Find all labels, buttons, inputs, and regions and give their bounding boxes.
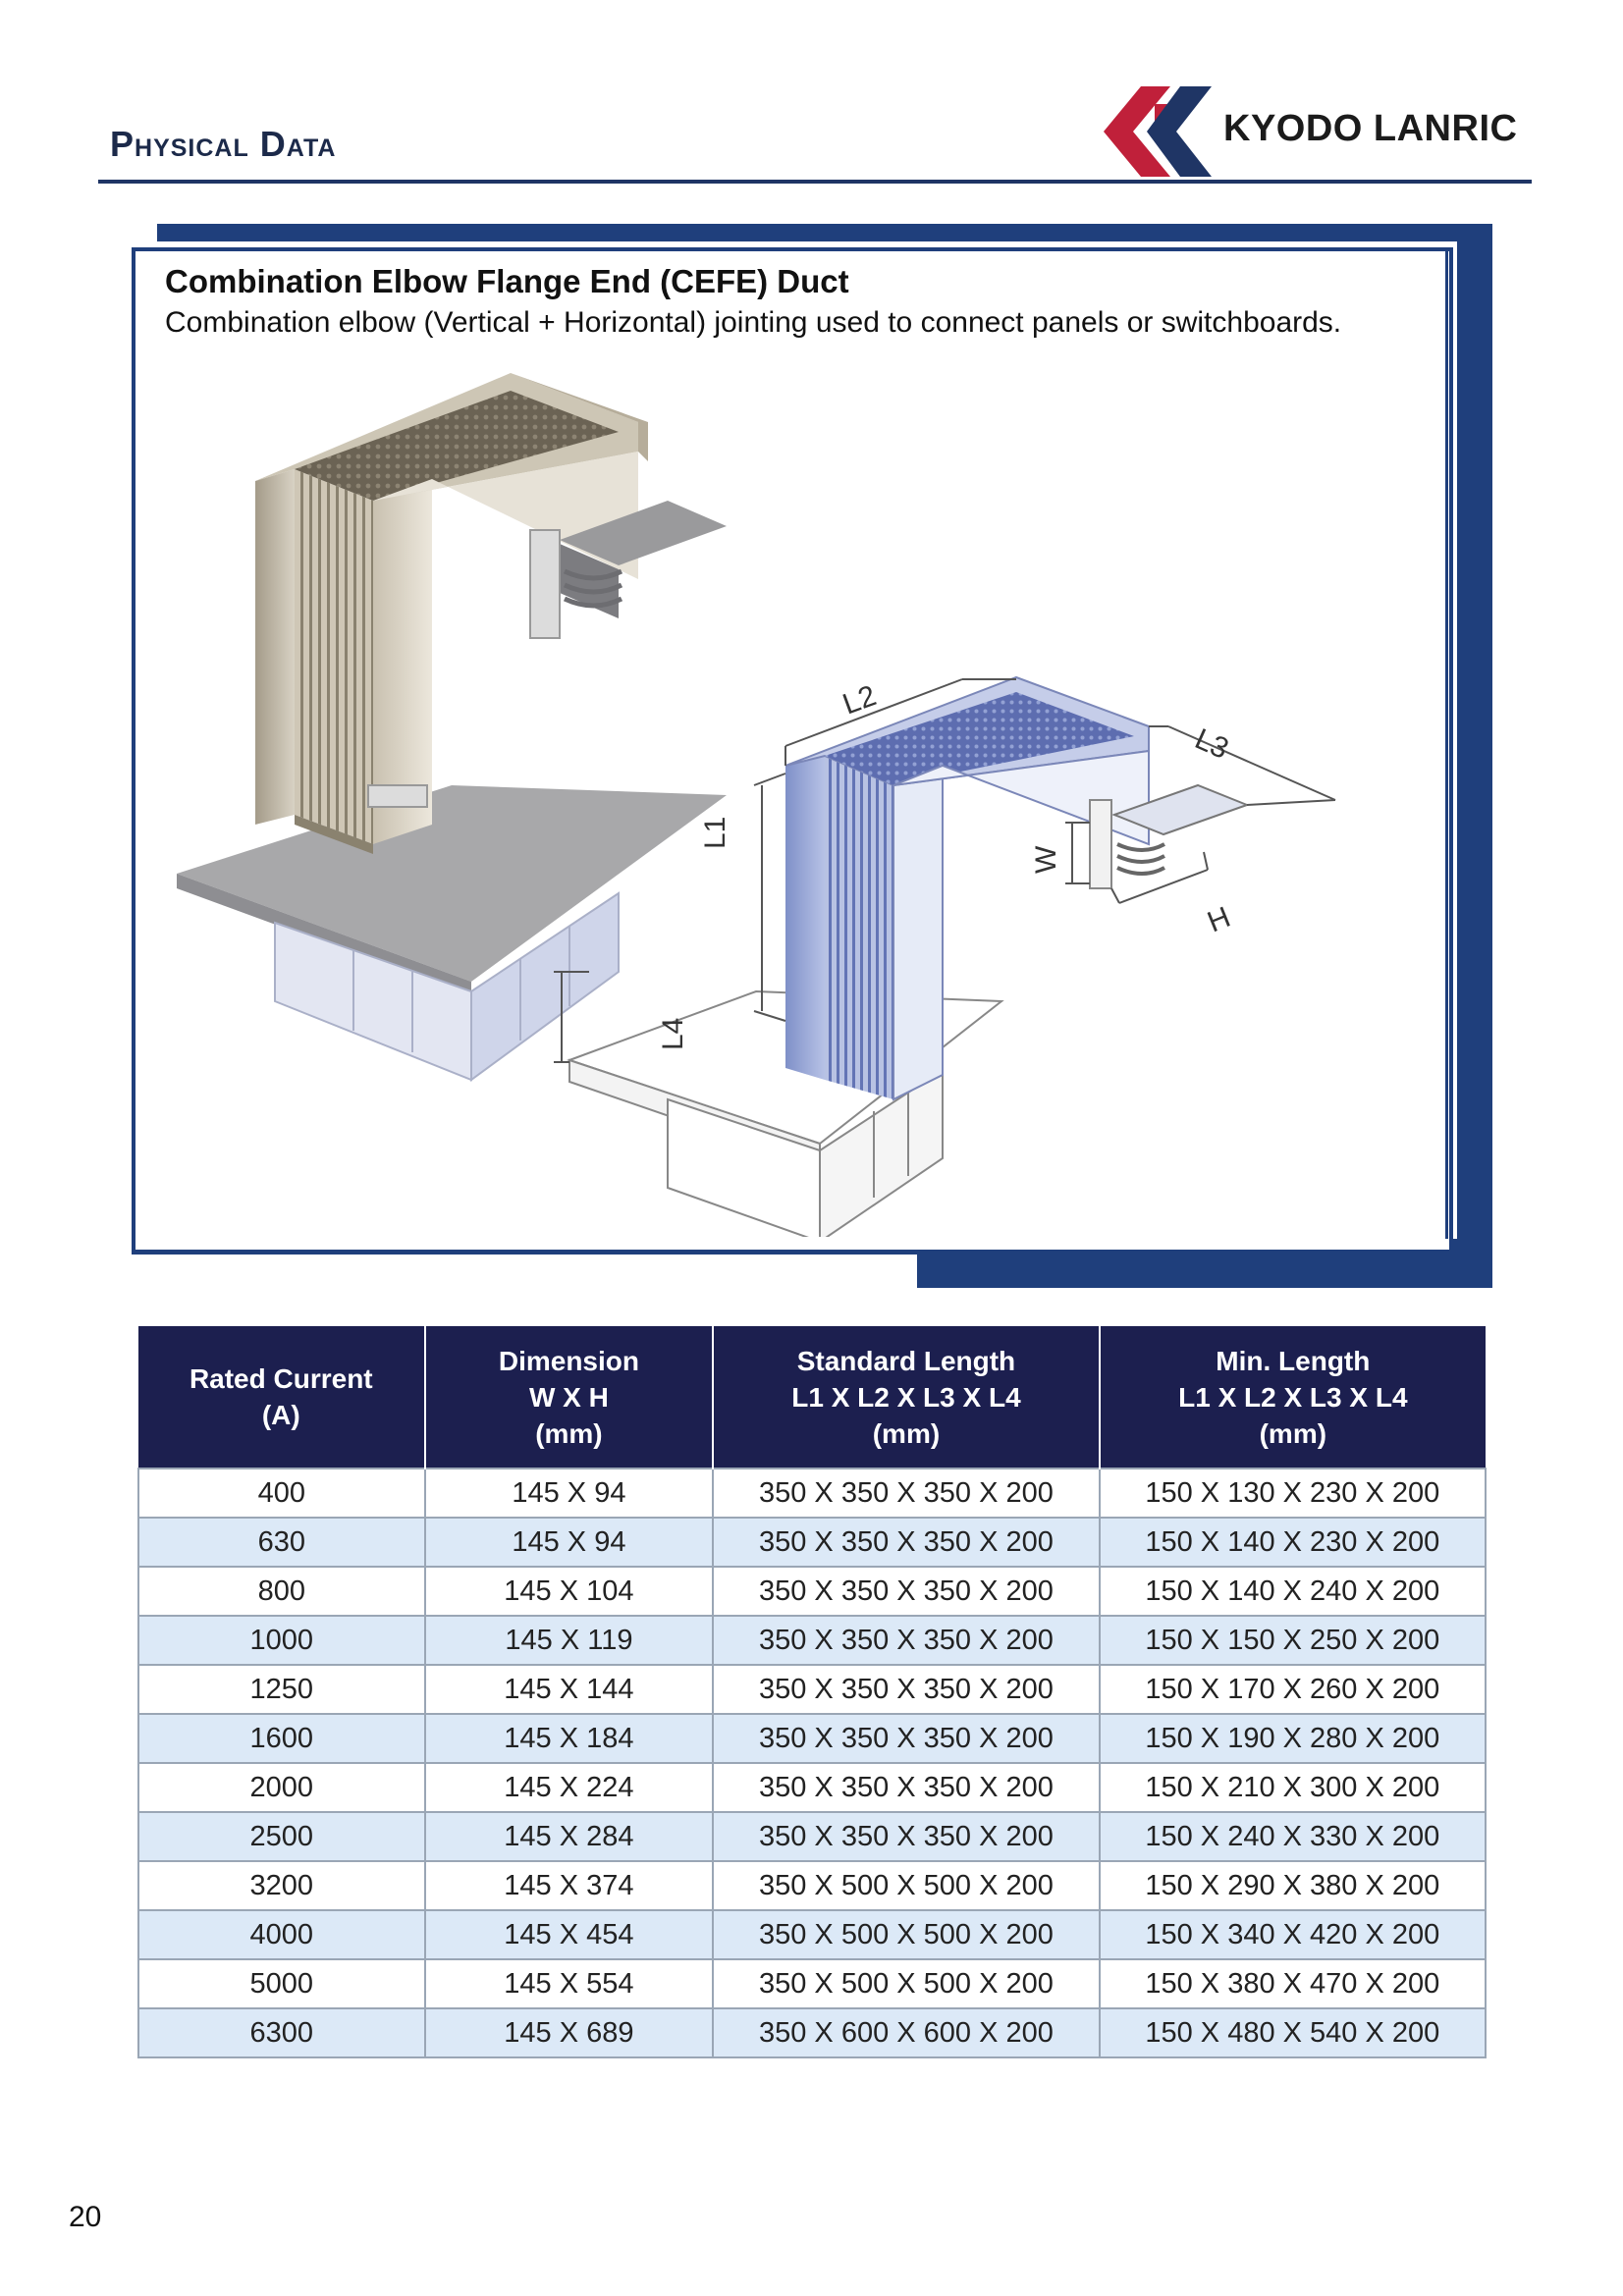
dim-label-h: H: [1203, 900, 1235, 939]
table-row: [138, 2008, 1486, 2057]
brand-logo: [1098, 84, 1540, 179]
cell-dimension: 145 X 144: [425, 1665, 714, 1714]
cell-min-length: 150 X 140 X 230 X 200: [1100, 1518, 1486, 1567]
frame-inner-line: [1445, 249, 1448, 1239]
header-standard-length: Standard Length L1 X L2 X L3 X L4 (mm): [713, 1326, 1099, 1468]
brand-logo-icon: [1098, 84, 1216, 179]
cell-standard-length: 350 X 350 X 350 X 200: [713, 1812, 1099, 1861]
section-title: Combination Elbow Flange End (CEFE) Duct: [165, 263, 849, 299]
cell-standard-length: 350 X 350 X 350 X 200: [713, 1518, 1099, 1567]
dim-label-w: W: [1030, 845, 1062, 874]
cell-standard-length: 350 X 500 X 500 X 200: [713, 1861, 1099, 1910]
cell-rated-current: 5000: [138, 1959, 425, 2008]
page-title: Physical Data: [110, 124, 337, 164]
cell-standard-length: 350 X 350 X 350 X 200: [713, 1468, 1099, 1518]
cell-rated-current: 3200: [138, 1861, 425, 1910]
header-dimension: Dimension W X H (mm): [425, 1326, 714, 1468]
header-rated-current: Rated Current (A): [138, 1326, 425, 1468]
table-row: [138, 1910, 1486, 1959]
rendered-elbow: [177, 373, 727, 1080]
header-min-length: Min. Length L1 X L2 X L3 X L4 (mm): [1100, 1326, 1486, 1468]
dim-label-l3: L3: [1190, 722, 1234, 766]
cell-min-length: 150 X 340 X 420 X 200: [1100, 1910, 1486, 1959]
cell-min-length: 150 X 290 X 380 X 200: [1100, 1861, 1486, 1910]
cell-min-length: 150 X 190 X 280 X 200: [1100, 1714, 1486, 1763]
table-row: [138, 1812, 1486, 1861]
cell-dimension: 145 X 554: [425, 1959, 714, 2008]
dim-label-l4: L4: [657, 1017, 689, 1050]
duct-illustration: [177, 353, 1434, 1237]
specification-table: [137, 1326, 1487, 2058]
cell-standard-length: 350 X 350 X 350 X 200: [713, 1714, 1099, 1763]
section-description: Combination elbow (Vertical + Horizontal) jointing used to connect panels or switchboards.: [165, 306, 1342, 339]
cell-min-length: 150 X 150 X 250 X 200: [1100, 1616, 1486, 1665]
cell-rated-current: 1000: [138, 1616, 425, 1665]
dimension-drawing: [554, 677, 1335, 1237]
cell-dimension: 145 X 374: [425, 1861, 714, 1910]
cell-standard-length: 350 X 350 X 350 X 200: [713, 1567, 1099, 1616]
cell-dimension: 145 X 119: [425, 1616, 714, 1665]
table-row: [138, 1714, 1486, 1763]
cell-min-length: 150 X 380 X 470 X 200: [1100, 1959, 1486, 2008]
table-row: [138, 1861, 1486, 1910]
cell-dimension: 145 X 284: [425, 1812, 714, 1861]
cell-rated-current: 400: [138, 1468, 425, 1518]
cell-rated-current: 2500: [138, 1812, 425, 1861]
cell-rated-current: 630: [138, 1518, 425, 1567]
cell-min-length: 150 X 170 X 260 X 200: [1100, 1665, 1486, 1714]
dim-label-l2: L2: [839, 679, 881, 721]
cell-dimension: 145 X 184: [425, 1714, 714, 1763]
cell-rated-current: 6300: [138, 2008, 425, 2057]
page-number: 20: [69, 2201, 102, 2233]
cell-rated-current: 1600: [138, 1714, 425, 1763]
table-row: [138, 1567, 1486, 1616]
table-row: [138, 1665, 1486, 1714]
cell-dimension: 145 X 94: [425, 1518, 714, 1567]
cell-min-length: 150 X 240 X 330 X 200: [1100, 1812, 1486, 1861]
cell-standard-length: 350 X 500 X 500 X 200: [713, 1910, 1099, 1959]
cell-dimension: 145 X 104: [425, 1567, 714, 1616]
frame-band-top: [157, 224, 1492, 241]
cell-standard-length: 350 X 500 X 500 X 200: [713, 1959, 1099, 2008]
cell-min-length: 150 X 480 X 540 X 200: [1100, 2008, 1486, 2057]
table-row: [138, 1518, 1486, 1567]
dim-label-l1: L1: [699, 816, 731, 849]
cell-min-length: 150 X 140 X 240 X 200: [1100, 1567, 1486, 1616]
cell-standard-length: 350 X 350 X 350 X 200: [713, 1665, 1099, 1714]
cell-rated-current: 1250: [138, 1665, 425, 1714]
table-row: [138, 1763, 1486, 1812]
table-row: [138, 1959, 1486, 2008]
cell-dimension: 145 X 224: [425, 1763, 714, 1812]
table-row: [138, 1468, 1486, 1518]
cell-min-length: 150 X 130 X 230 X 200: [1100, 1468, 1486, 1518]
cell-dimension: 145 X 94: [425, 1468, 714, 1518]
cell-standard-length: 350 X 350 X 350 X 200: [713, 1616, 1099, 1665]
frame-band-right: [1457, 224, 1492, 1239]
brand-name: KYODO LANRIC: [1223, 108, 1518, 149]
table-row: [138, 1616, 1486, 1665]
cell-rated-current: 2000: [138, 1763, 425, 1812]
cell-rated-current: 800: [138, 1567, 425, 1616]
cell-rated-current: 4000: [138, 1910, 425, 1959]
header-divider: [98, 180, 1532, 184]
cell-min-length: 150 X 210 X 300 X 200: [1100, 1763, 1486, 1812]
table-header-row: [138, 1326, 1486, 1468]
cell-standard-length: 350 X 350 X 350 X 200: [713, 1763, 1099, 1812]
cell-dimension: 145 X 454: [425, 1910, 714, 1959]
cell-standard-length: 350 X 600 X 600 X 200: [713, 2008, 1099, 2057]
cell-dimension: 145 X 689: [425, 2008, 714, 2057]
